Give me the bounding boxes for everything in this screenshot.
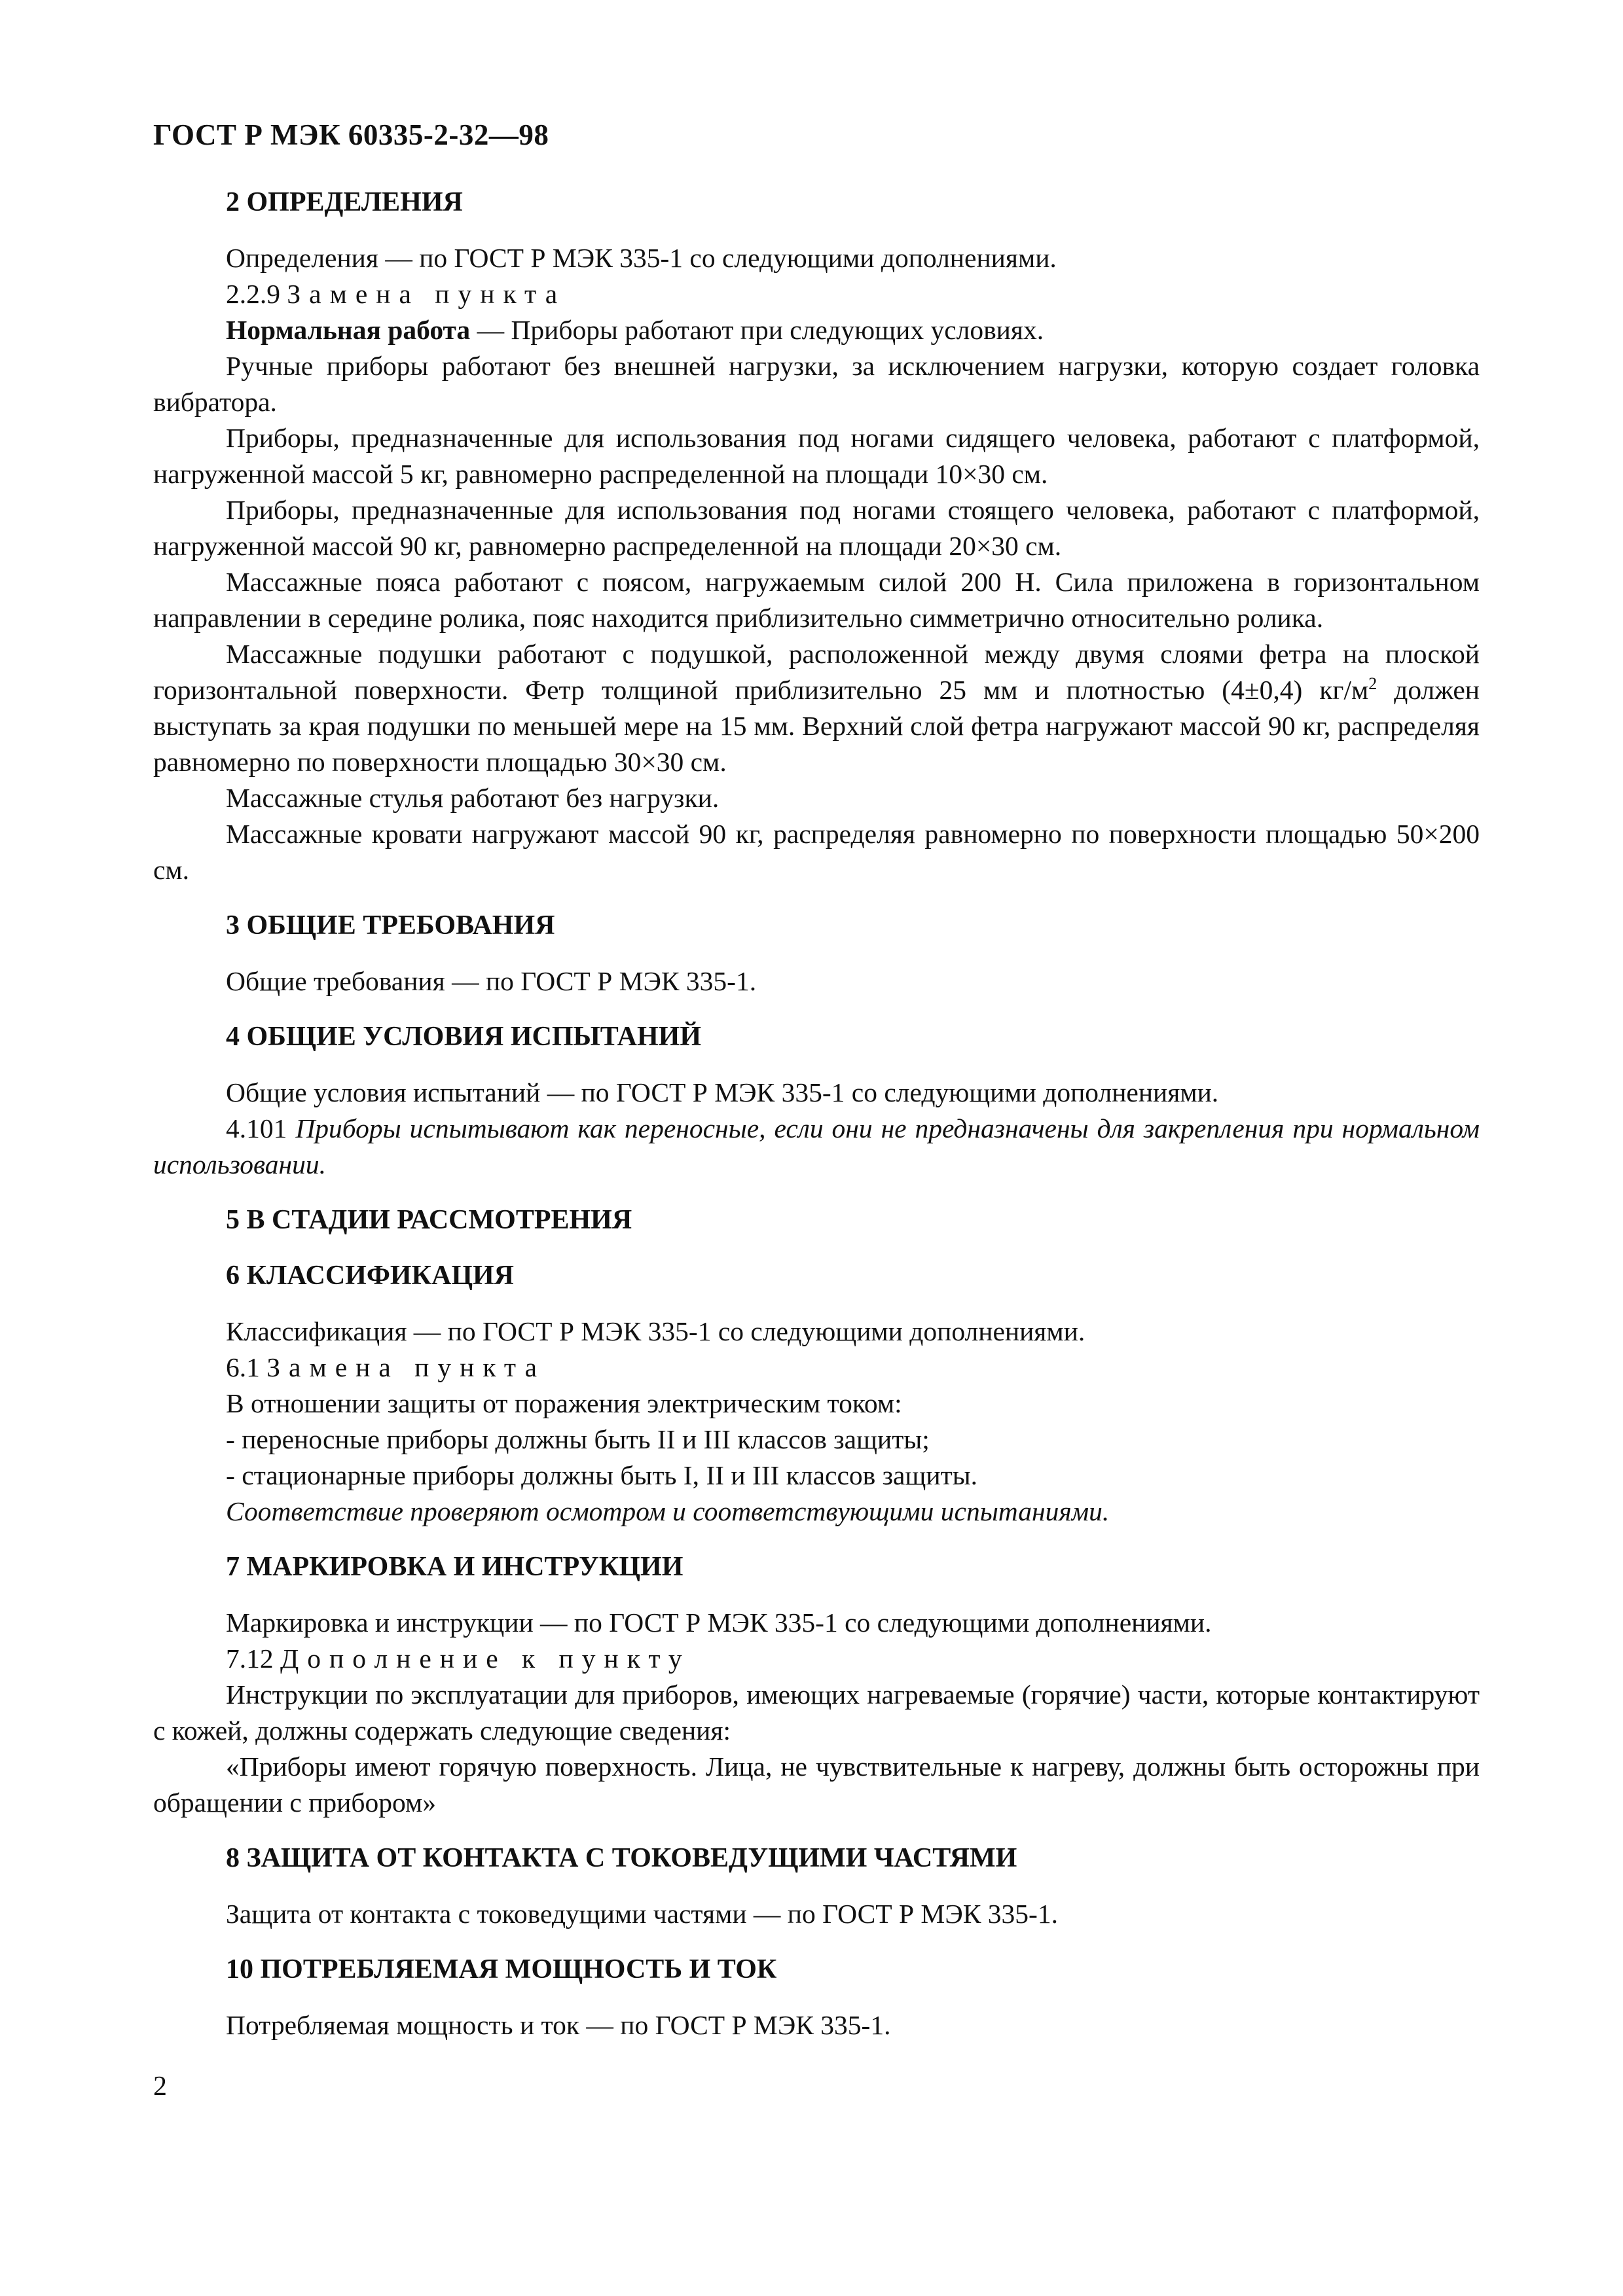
section-7-title: 7 МАРКИРОВКА И ИНСТРУКЦИИ bbox=[226, 1552, 684, 1582]
document-header: ГОСТ Р МЭК 60335-2-32—98 bbox=[153, 118, 549, 151]
section-4-intro: Общие условия испытаний — по ГОСТ Р МЭК 335-1 со следующими дополнениями. bbox=[226, 1077, 1219, 1107]
section-7-intro: Маркировка и инструкции — по ГОСТ Р МЭК 335-1 со следующими дополнениями. bbox=[226, 1607, 1212, 1638]
list-item-portable: - переносные приборы должны быть II и III классов защиты; bbox=[226, 1424, 930, 1454]
clause-6-1 bbox=[153, 1350, 1480, 1386]
section-6-intro: Классификация — по ГОСТ Р МЭК 335-1 со следующими дополнениями. bbox=[226, 1316, 1085, 1346]
clause-7-12 bbox=[153, 1641, 1480, 1677]
clause-6-1-label: Замена пункта bbox=[266, 1352, 545, 1382]
section-2-intro: Определения — по ГОСТ Р МЭК 335-1 со следующими дополнениями. bbox=[226, 243, 1057, 273]
paragraph-hand-held: Ручные приборы работают без внешней нагрузки, за исключением нагрузки, которую создает головка вибратора. bbox=[153, 351, 1480, 417]
paragraph-beds: Массажные кровати нагружают массой 90 кг, распределяя равномерно по поверхности площадью 50×200 см. bbox=[153, 819, 1480, 885]
paragraph-compliance: Соответствие проверяют осмотром и соответствующими испытаниями. bbox=[226, 1496, 1110, 1526]
section-8-title: 8 ЗАЩИТА ОТ КОНТАКТА С ТОКОВЕДУЩИМИ ЧАСТЯМИ bbox=[226, 1843, 1017, 1873]
section-10-text: Потребляемая мощность и ток — по ГОСТ Р МЭК 335-1. bbox=[226, 2010, 891, 2040]
paragraph-shock-protection: В отношении защиты от поражения электрическим током: bbox=[226, 1388, 902, 1418]
term-normal-operation-def: — Приборы работают при следующих условиях. bbox=[470, 315, 1044, 345]
paragraph-sitting: Приборы, предназначенные для использования под ногами сидящего человека, работают с платформой, нагруженной массой 5 кг, равномерно распределенной на площади 10×30 см. bbox=[153, 423, 1480, 489]
clause-4-101-text: Приборы испытывают как переносные, если они не предназначены для закрепления при нормальном использовании. bbox=[153, 1113, 1480, 1179]
section-10-title: 10 ПОТРЕБЛЯЕМАЯ МОЩНОСТЬ И ТОК bbox=[226, 1954, 777, 1984]
paragraph-pillows bbox=[153, 636, 1480, 780]
clause-4-101 bbox=[153, 1111, 1480, 1183]
section-5-title: 5 В СТАДИИ РАССМОТРЕНИЯ bbox=[226, 1205, 632, 1235]
paragraph-standing: Приборы, предназначенные для использования под ногами стоящего человека, работают с платформой, нагруженной массой 90 кг, равномерно распределенной на площади 20×30 см. bbox=[153, 495, 1480, 561]
clause-6-1-number: 6.1 bbox=[226, 1352, 260, 1382]
clause-2-2-9 bbox=[153, 276, 1480, 312]
paragraph-belts: Массажные пояса работают с поясом, нагружаемым силой 200 Н. Сила приложена в горизонтальном направлении в середине ролика, пояс находится приблизительно симметрично относительно ролика. bbox=[153, 567, 1480, 633]
clause-4-101-number: 4.101 bbox=[226, 1113, 296, 1143]
list-item-stationary: - стационарные приборы должны быть I, II и III классов защиты. bbox=[226, 1460, 977, 1490]
clause-7-12-label: Дополнение к пункту bbox=[280, 1643, 691, 1674]
clause-2-2-9-label: Замена пункта bbox=[287, 279, 566, 309]
document-body bbox=[153, 185, 1480, 2043]
section-3-text: Общие требования — по ГОСТ Р МЭК 335-1. bbox=[226, 966, 757, 996]
paragraph-instructions: Инструкции по эксплуатации для приборов, имеющих нагреваемые (горячие) части, которые контактируют с кожей, должны содержать следующие сведения: bbox=[153, 1679, 1480, 1746]
section-4-title: 4 ОБЩИЕ УСЛОВИЯ ИСПЫТАНИЙ bbox=[226, 1022, 701, 1052]
clause-2-2-9-number: 2.2.9 bbox=[226, 279, 280, 309]
term-normal-operation bbox=[153, 312, 1480, 348]
paragraph-pillows-part1: Массажные подушки работают с подушкой, расположенной между двумя слоями фетра на плоской горизонтальной поверхности. Фетр толщиной приблизительно 25 мм и плотностью (4±0,4) кг/м bbox=[153, 639, 1480, 705]
paragraph-pillows-part2: должен выступать за края подушки по меньшей мере на 15 мм. Верхний слой фетра нагружают массой 90 кг, распределяя равномерно по поверхности площадью 30×30 см. bbox=[153, 675, 1480, 777]
section-6-title: 6 КЛАССИФИКАЦИЯ bbox=[226, 1261, 515, 1291]
superscript-2: 2 bbox=[1368, 674, 1377, 694]
section-8-text: Защита от контакта с токоведущими частями — по ГОСТ Р МЭК 335-1. bbox=[226, 1899, 1058, 1929]
paragraph-chairs: Массажные стулья работают без нагрузки. bbox=[226, 783, 720, 813]
term-normal-operation-title: Нормальная работа bbox=[226, 315, 471, 345]
section-3-title: 3 ОБЩИЕ ТРЕБОВАНИЯ bbox=[226, 910, 555, 941]
paragraph-warning-quote: «Приборы имеют горячую поверхность. Лица, не чувствительные к нагреву, должны быть осторожны при обращении с прибором» bbox=[153, 1751, 1480, 1818]
page-number: 2 bbox=[153, 2072, 167, 2102]
section-2-title: 2 ОПРЕДЕЛЕНИЯ bbox=[226, 187, 463, 217]
clause-7-12-number: 7.12 bbox=[226, 1643, 274, 1674]
